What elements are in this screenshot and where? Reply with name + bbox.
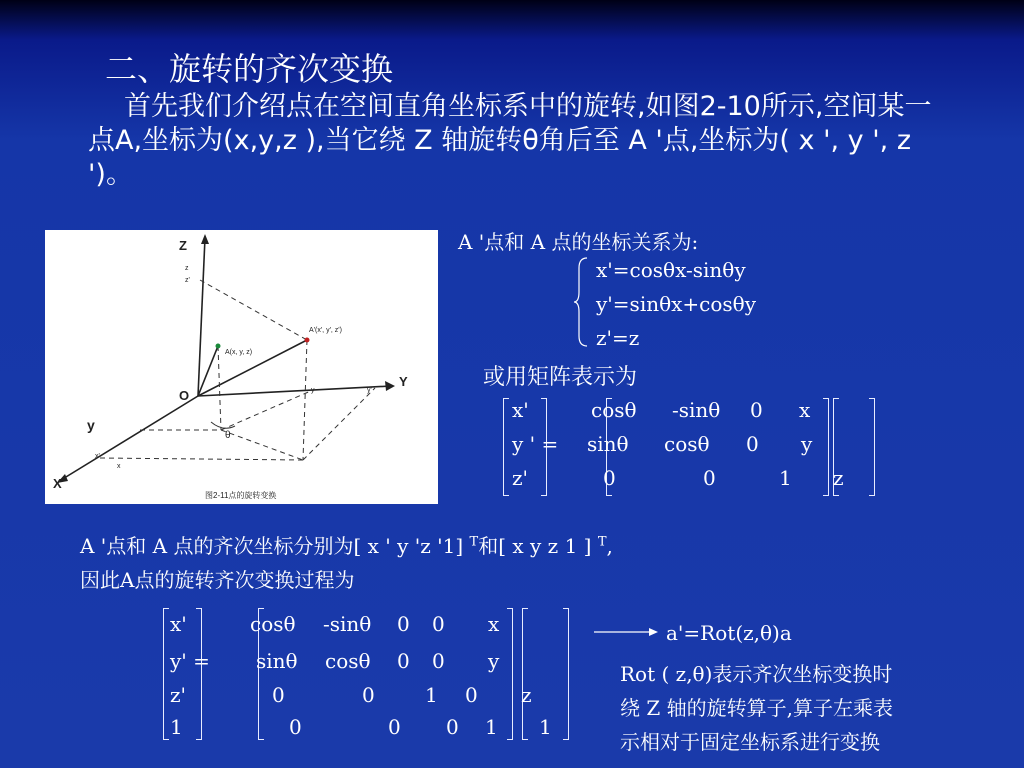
result-note-1: Rot ( z,θ)表示齐次坐标变换时 bbox=[620, 662, 893, 686]
fig-label-zp: z' bbox=[185, 277, 190, 284]
m1-r0c1: -sinθ bbox=[672, 398, 721, 422]
m2-r3c2: 0 bbox=[446, 715, 459, 739]
fig-label-Z: Z bbox=[179, 238, 187, 253]
fig-label-x-small: x bbox=[117, 463, 121, 470]
m1-vec-1: y bbox=[801, 432, 813, 456]
fig-label-Ap: A'(x', y', z') bbox=[309, 327, 342, 334]
arrow-icon bbox=[594, 626, 660, 638]
homog-line-2: 因此A点的旋转齐次变换过程为 bbox=[80, 568, 355, 592]
m2-lhs-0: x' bbox=[170, 612, 187, 636]
result-note-2: 绕 Z 轴的旋转算子,算子左乘表 bbox=[620, 696, 893, 720]
m1-r0c0: cosθ bbox=[591, 398, 637, 422]
fig-label-A: A(x, y, z) bbox=[225, 349, 253, 356]
matrix-heading: 或用矩阵表示为 bbox=[483, 365, 638, 390]
m2-r1c0: sinθ bbox=[256, 649, 298, 673]
m2-r0c1: -sinθ bbox=[323, 612, 372, 636]
m2-vec-0: x bbox=[488, 612, 500, 636]
fig-label-z: z bbox=[185, 265, 189, 272]
m2-r3c3: 1 bbox=[485, 715, 498, 739]
result-formula: a'=Rot(z,θ)a bbox=[666, 621, 792, 645]
equation-z: z'=z bbox=[596, 326, 640, 350]
slide-title: 二、旋转的齐次变换 bbox=[105, 50, 394, 88]
result-note-3: 示相对于固定坐标系进行变换 bbox=[620, 730, 880, 754]
m2-r2c0: 0 bbox=[272, 683, 285, 707]
m2-r3c0: 0 bbox=[289, 715, 302, 739]
m1-r2c1: 0 bbox=[703, 466, 716, 490]
fig-label-theta: θ bbox=[225, 430, 231, 441]
fig-label-y-small: y bbox=[311, 387, 315, 394]
m1-r2c0: 0 bbox=[603, 466, 616, 490]
homog-line-1: A '点和 A 点的齐次坐标分别为[ x ' y 'z '1] $^T$和[ x y z 1 ] $^T$, bbox=[80, 534, 613, 558]
m1-r1c2: 0 bbox=[746, 432, 759, 456]
m1-r1c1: cosθ bbox=[664, 432, 710, 456]
m2-r0c2: 0 bbox=[397, 612, 410, 636]
m1-r2c2: 1 bbox=[779, 466, 792, 490]
m2-r1c3: 0 bbox=[432, 649, 445, 673]
m2-r2c2: 1 bbox=[425, 683, 438, 707]
m1-r1c0: sinθ bbox=[587, 432, 629, 456]
relation-heading: A '点和 A 点的坐标关系为: bbox=[458, 230, 699, 254]
m1-lhs-0: x' bbox=[512, 398, 529, 422]
fig-label-Y: Y bbox=[399, 374, 408, 389]
m2-r0c3: 0 bbox=[432, 612, 445, 636]
figure-caption: 图2-11点的旋转变换 bbox=[205, 491, 277, 500]
fig-label-xp: x' bbox=[95, 453, 100, 460]
m1-vec-0: x bbox=[799, 398, 811, 422]
fig-label-O: O bbox=[179, 388, 190, 403]
m2-r0c0: cosθ bbox=[250, 612, 296, 636]
equation-x: x'=cosθx-sinθy bbox=[596, 258, 746, 282]
m2-r2c1: 0 bbox=[362, 683, 375, 707]
intro-text: 首先我们介绍点在空间直角坐标系中的旋转,如图2-10所示,空间某一点A,坐标为(x,y,z ),当它绕 Z 轴旋转θ角后至 A '点,坐标为( x ', y ', z ')。 bbox=[88, 91, 932, 190]
m2-r3c1: 0 bbox=[388, 715, 401, 739]
intro-paragraph bbox=[88, 90, 958, 192]
m2-lhs-3: 1 bbox=[170, 715, 183, 739]
equation-y: y'=sinθx+cosθy bbox=[596, 292, 757, 316]
m2-r1c2: 0 bbox=[397, 649, 410, 673]
fig-label-X: X bbox=[53, 476, 62, 491]
m2-r2c3: 0 bbox=[465, 683, 478, 707]
m2-vec-2: z bbox=[521, 683, 532, 707]
m1-lhs-1: y ' = bbox=[512, 432, 559, 456]
m1-r0c2: 0 bbox=[750, 398, 763, 422]
m2-r1c1: cosθ bbox=[325, 649, 371, 673]
m2-lhs-1: y' = bbox=[170, 649, 210, 673]
fig-label-yp: y' bbox=[367, 387, 372, 394]
m2-lhs-2: z' bbox=[170, 683, 187, 707]
m2-vec-1: y bbox=[488, 649, 500, 673]
m1-vec-2: z bbox=[833, 466, 844, 490]
m1-lhs-2: z' bbox=[512, 466, 529, 490]
fig-label-y-axis: y bbox=[87, 417, 95, 433]
m2-vec-3: 1 bbox=[539, 715, 552, 739]
rotation-figure bbox=[45, 230, 438, 504]
equation-brace bbox=[574, 256, 590, 348]
